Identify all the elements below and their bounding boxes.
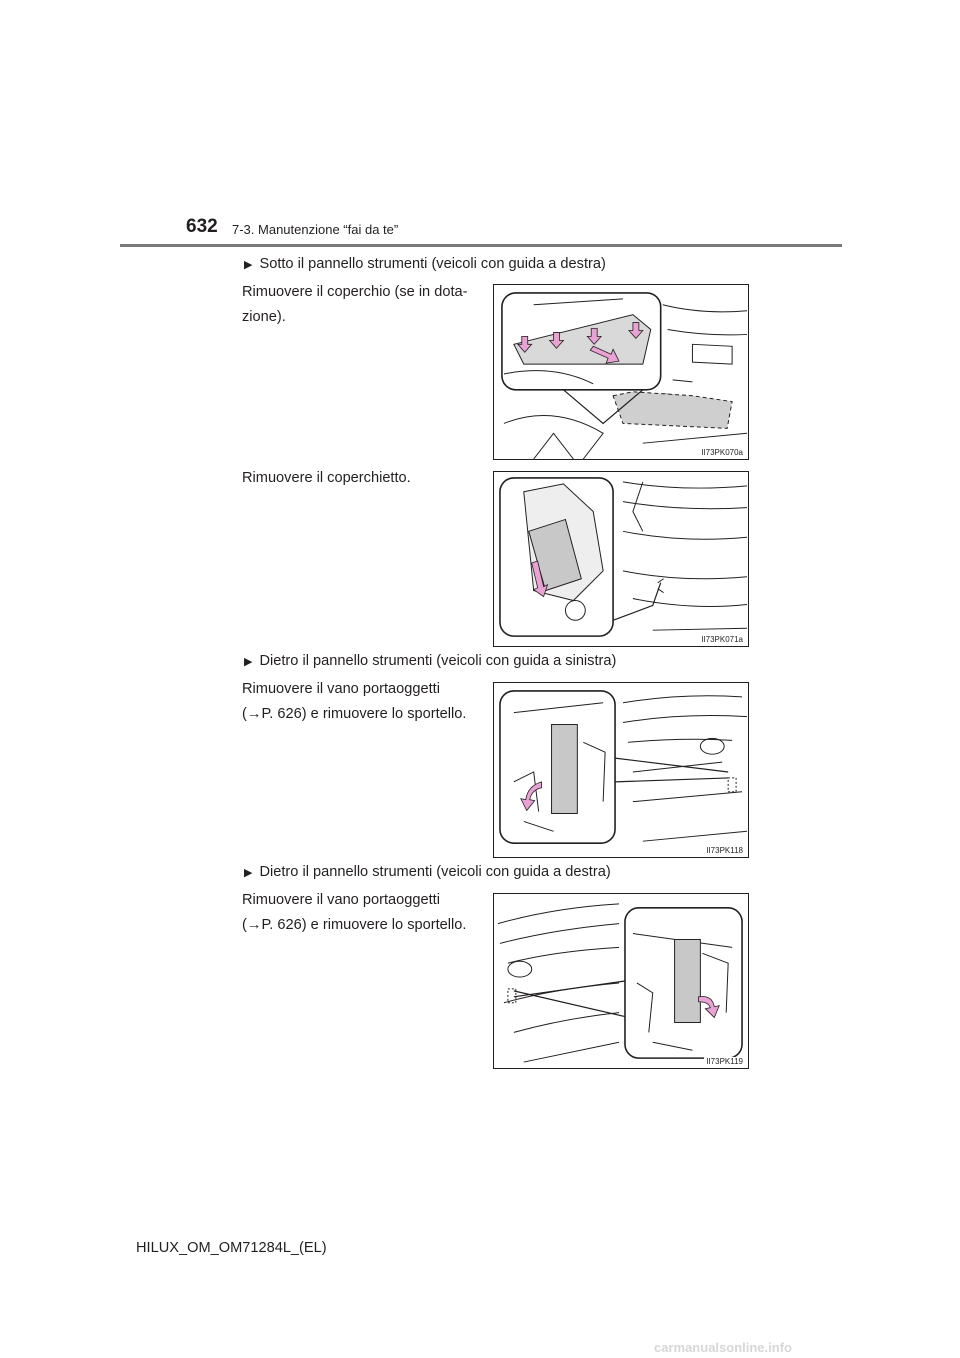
illustration-glovebox-rhd [494,894,748,1068]
header-rule [120,244,842,247]
illustration-cover [494,285,748,459]
figure-code: II73PK070a [701,448,743,457]
figure-code: II73PK119 [706,1057,743,1066]
step-line: Rimuovere il coperchio (se in dota- [242,284,468,300]
figure-cover-removal [493,284,749,460]
figure-code: II73PK118 [706,846,743,855]
step-line: zione). [242,309,286,325]
figure-glovebox-lhd [493,682,749,858]
illustration-glovebox-lhd [494,683,748,857]
step-line: (→P. 626) e rimuovere lo sportello. [242,706,467,722]
section-heading-text: Sotto il pannello strumenti (veicoli con guida a destra) [259,256,606,272]
step-line: Rimuovere il vano portaoggetti [242,681,440,697]
triangle-right-icon: ▶ [244,866,253,879]
step-text [242,280,482,330]
figure-glovebox-rhd [493,893,749,1069]
step-line: (→P. 626) e rimuovere lo sportello. [242,917,467,933]
step-text [242,466,482,491]
step-text [242,677,482,727]
step-text [242,888,482,938]
section-heading [244,653,616,669]
figure-code: II73PK071a [701,635,743,644]
watermark: carmanualsonline.info [654,1340,792,1355]
step-line: Rimuovere il vano portaoggetti [242,892,440,908]
section-heading-text: Dietro il pannello strumenti (veicoli con guida a sinistra) [259,653,617,669]
section-title: 7-3. Manutenzione “fai da te” [232,222,399,237]
triangle-right-icon: ▶ [244,258,253,271]
section-heading-text: Dietro il pannello strumenti (veicoli con guida a destra) [259,864,611,880]
section-heading [244,864,611,880]
page-number: 632 [186,216,218,237]
triangle-right-icon: ▶ [244,655,253,668]
illustration-small-cover [494,472,748,646]
figure-small-cover-removal [493,471,749,647]
step-line: Rimuovere il coperchietto. [242,470,411,486]
footer-doc-code: HILUX_OM_OM71284L_(EL) [136,1240,327,1256]
section-heading [244,256,606,272]
